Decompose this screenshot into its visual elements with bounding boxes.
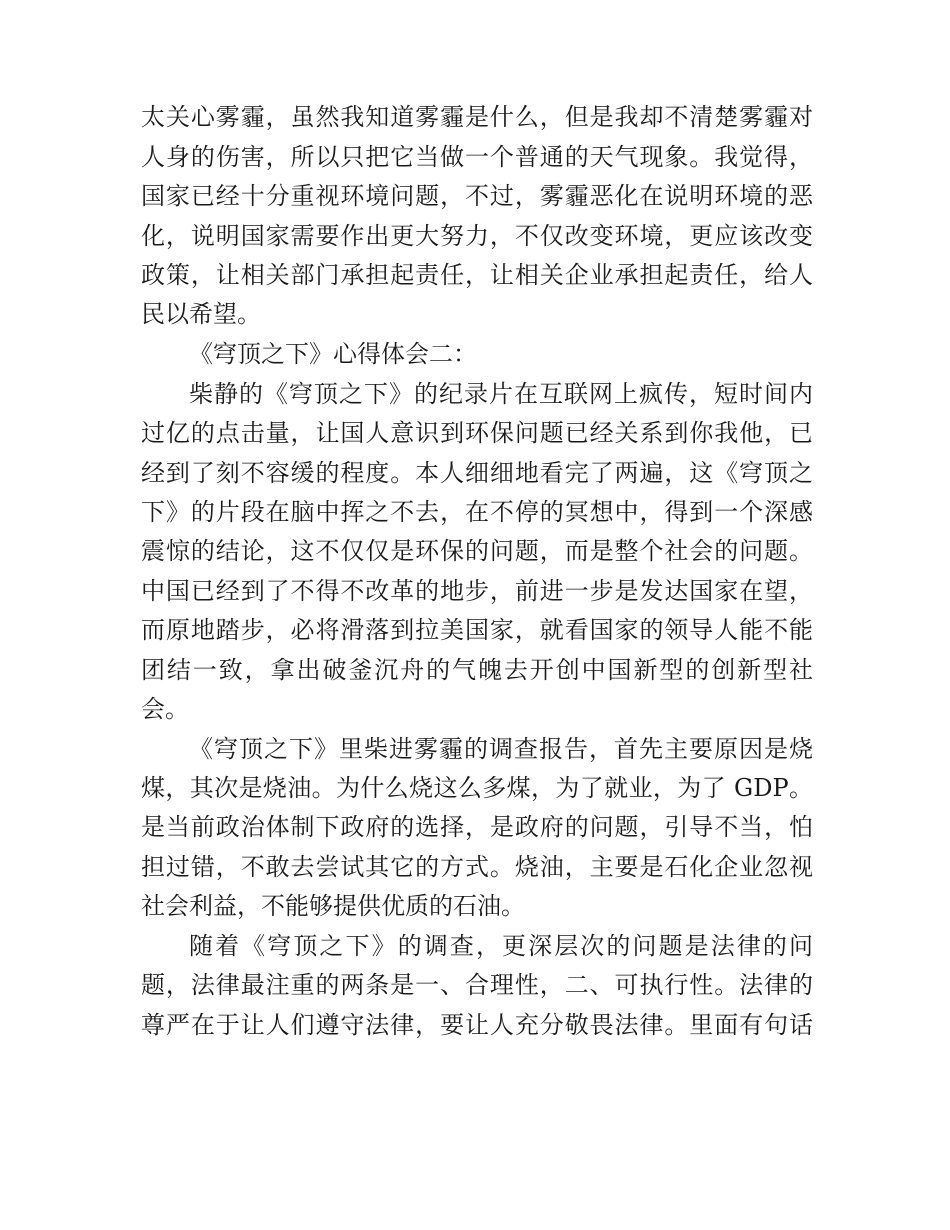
text-line: 太关心雾霾，虽然我知道雾霾是什么，但是我却不清楚雾霾对 bbox=[141, 103, 813, 131]
text-line: 化，说明国家需要作出更大努力，不仅改变环境，更应该改变 bbox=[141, 222, 813, 250]
text-line: 中国已经到了不得不改革的地步，前进一步是发达国家在望， bbox=[141, 577, 813, 605]
text-line: 人身的伤害，所以只把它当做一个普通的天气现象。我觉得， bbox=[141, 143, 813, 171]
text-line: 过亿的点击量，让国人意识到环保问题已经关系到你我他，已 bbox=[141, 419, 813, 447]
text-line: 煤，其次是烧油。为什么烧这么多煤，为了就业，为了 GDP。 bbox=[141, 774, 813, 802]
text-line: 震惊的结论，这不仅仅是环保的问题，而是整个社会的问题。 bbox=[141, 537, 813, 565]
text-line: 《穹顶之下》里柴进雾霾的调查报告，首先主要原因是烧 bbox=[189, 735, 813, 763]
text-line: 题，法律最注重的两条是一、合理性，二、可执行性。法律的 bbox=[141, 971, 813, 999]
text-line: 是当前政治体制下政府的选择，是政府的问题，引导不当，怕 bbox=[141, 813, 813, 841]
text-line: 政策，让相关部门承担起责任，让相关企业承担起责任，给人 bbox=[141, 261, 813, 289]
text-line: 下》的片段在脑中挥之不去，在不停的冥想中，得到一个深感 bbox=[141, 498, 813, 526]
text-line: 民以希望。 bbox=[141, 300, 261, 328]
text-line: 社会利益，不能够提供优质的石油。 bbox=[141, 892, 525, 920]
text-line: 担过错，不敢去尝试其它的方式。烧油，主要是石化企业忽视 bbox=[141, 853, 813, 881]
text-line: 随着《穹顶之下》的调查，更深层次的问题是法律的问 bbox=[189, 932, 813, 960]
text-line: 而原地踏步，必将滑落到拉美国家，就看国家的领导人能不能 bbox=[141, 616, 813, 644]
text-line: 会。 bbox=[141, 695, 189, 723]
text-line: 团结一致，拿出破釜沉舟的气魄去开创中国新型的创新型社 bbox=[141, 656, 813, 684]
text-line: 柴静的《穹顶之下》的纪录片在互联网上疯传，短时间内 bbox=[189, 380, 813, 408]
text-line: 国家已经十分重视环境问题，不过，雾霾恶化在说明环境的恶 bbox=[141, 182, 813, 210]
section-heading: 《穹顶之下》心得体会二： bbox=[189, 340, 477, 368]
text-line: 尊严在于让人们遵守法律，要让人充分敬畏法律。里面有句话 bbox=[141, 1011, 813, 1039]
text-line: 经到了刻不容缓的程度。本人细细地看完了两遍，这《穹顶之 bbox=[141, 459, 813, 487]
document-body bbox=[141, 103, 813, 1039]
